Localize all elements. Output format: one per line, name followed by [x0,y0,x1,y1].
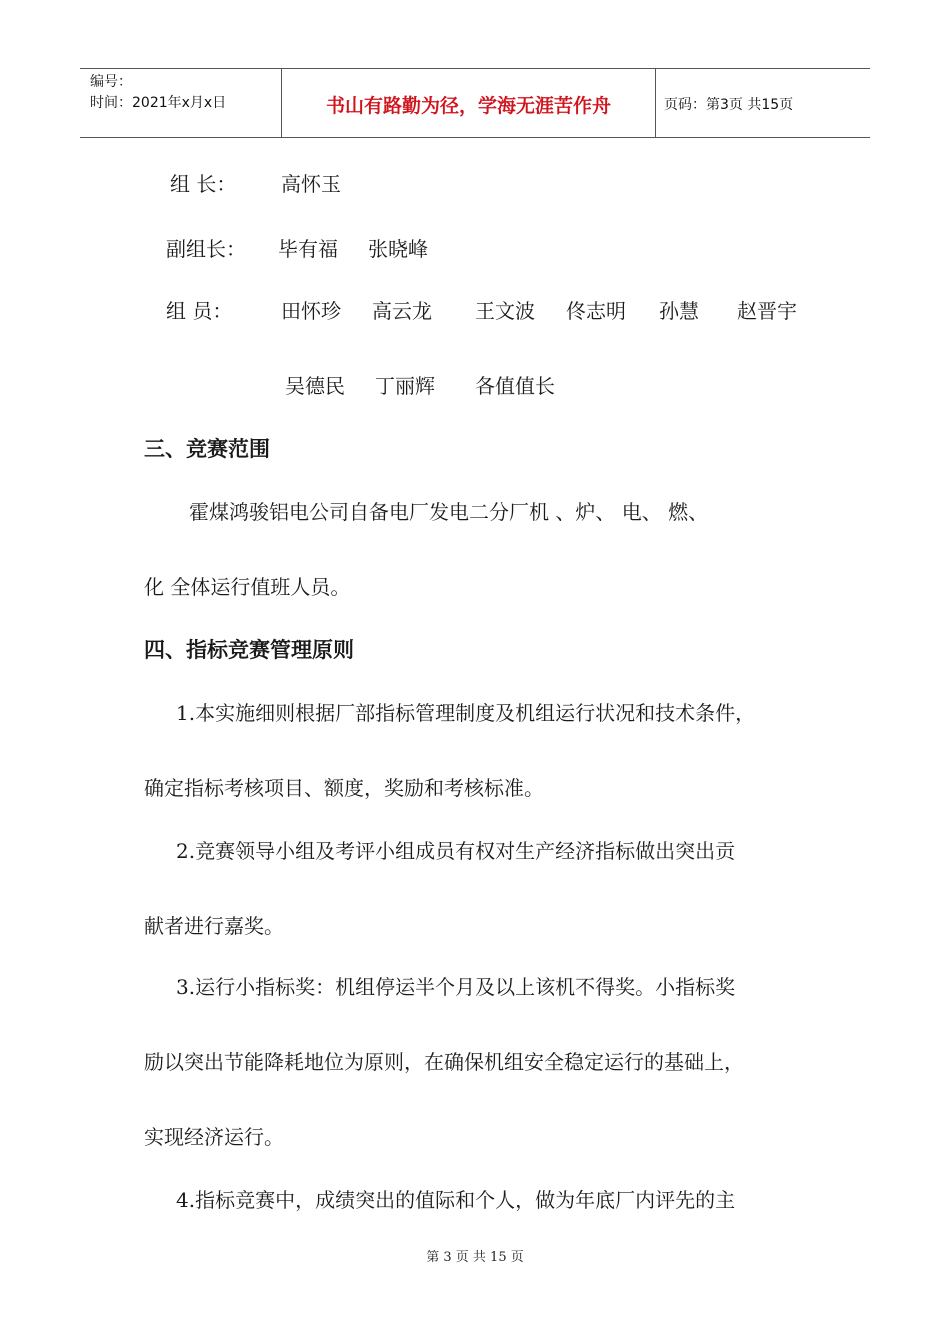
deputy-name: 毕有福 [278,237,338,261]
paragraph-line: 1.本实施细则根据厂部指标管理制度及机组运行状况和技术条件， [176,701,756,725]
paragraph-line: 4.指标竞赛中，成绩突出的值际和个人，做为年底厂内评先的主 [176,1188,736,1212]
member-name: 王文波 [475,299,535,323]
members-role-label: 组 员： [166,299,233,323]
member-name: 丁丽辉 [375,374,435,398]
member-name: 各值值长 [475,374,555,398]
member-name: 孙慧 [659,299,699,323]
motto-text: 书山有路勤为径，学海无涯苦作舟 [325,95,611,117]
deputy-role-label: 副组长： [166,237,246,261]
deputy-name: 张晓峰 [368,237,428,261]
section-heading: 四、指标竞赛管理原则 [144,638,354,662]
page-code-label: 页码：第3页 共15页 [664,97,794,113]
section-heading: 三、竞赛范围 [144,437,270,461]
paragraph-line: 实现经济运行。 [144,1125,284,1149]
paragraph-line: 励以突出节能降耗地位为原则，在确保机组安全稳定运行的基础上， [144,1050,744,1074]
paragraph-line: 3.运行小指标奖：机组停运半个月及以上该机不得奖。小指标奖 [176,975,736,999]
member-name: 吴德民 [285,374,345,398]
paragraph-line: 霍煤鸿骏铝电公司自备电厂发电二分厂机 、炉、 电、 燃、 [189,500,709,524]
member-name: 赵晋宇 [737,299,797,323]
leader-role-label: 组 长： [170,172,237,196]
date-label: 时间：2021年x月x日 [90,95,227,111]
paragraph-line: 确定指标考核项目、额度，奖励和考核标准。 [144,776,544,800]
paragraph-line: 2.竞赛领导小组及考评小组成员有权对生产经济指标做出突出贡 [176,839,736,863]
member-name: 高云龙 [372,299,432,323]
header-meta-cell [80,69,282,137]
leader-name: 高怀玉 [281,172,341,196]
header-page-cell [656,69,870,137]
paragraph-line: 化 全体运行值班人员。 [144,575,351,599]
member-name: 佟志明 [566,299,626,323]
document-header [80,68,870,138]
serial-number-label: 编号： [90,74,132,90]
page-footer: 第 3 页 共 15 页 [426,1250,524,1265]
header-motto-cell [282,69,656,137]
paragraph-line: 献者进行嘉奖。 [144,914,284,938]
member-name: 田怀珍 [281,299,341,323]
